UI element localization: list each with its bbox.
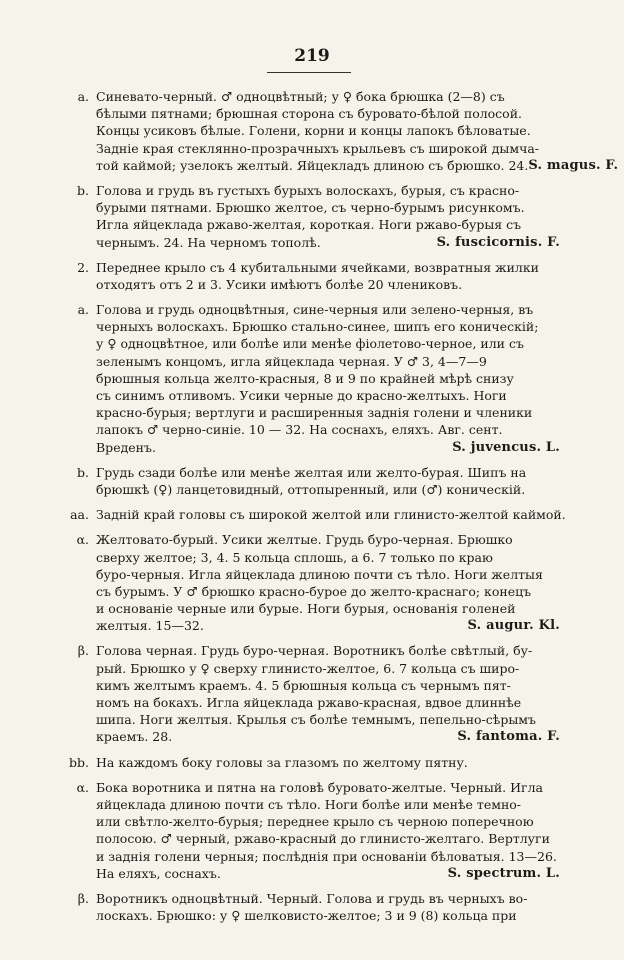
entry-text <box>96 506 566 523</box>
text-line: Синевато-черный. ♂ одноцвѣтный; у ♀ бока брюшка (2—8) съ <box>96 89 505 104</box>
text-line: рый. Брюшко у ♀ сверху глинисто-желтое, 6. 7 кольца съ широ- <box>96 660 520 676</box>
header-rule <box>267 72 351 73</box>
entry-marker: α. <box>76 532 89 548</box>
text-line: красно-бурыя; вертлуги и расширенныя заднiя голени и членики <box>96 405 533 421</box>
text-line: или свѣтло-желто-бурыя; переднее крыло съ черною поперечною <box>96 814 534 830</box>
text-line-content: Вреденъ. <box>96 439 156 455</box>
entry-text <box>96 779 560 882</box>
text-line: полосою. ♂ черный, ржаво-красный до глинисто-желтаго. Вертлуги <box>96 831 550 847</box>
entry-text <box>96 531 560 634</box>
text-line: съ бурымъ. У ♂ брюшко красно-бурое до желто-краснаго; конецъ <box>96 583 532 599</box>
text-line: отходятъ отъ 2 и 3. Усики имѣютъ болѣе 20 члениковъ. <box>96 276 463 292</box>
key-entry <box>0 464 624 498</box>
entry-text <box>96 259 560 293</box>
entry-text <box>96 464 560 498</box>
entry-text <box>96 182 560 251</box>
species-name: S. fuscicornis. F. <box>436 234 560 250</box>
text-line <box>96 865 560 882</box>
text-line: Концы усиковъ бѣлые. Голени, корни и концы лапокъ бѣловатые. <box>96 123 531 139</box>
text-line-content: той каймой; узелокъ желтый. Яйцекладъ длиною съ брюшко. 24. <box>96 157 529 173</box>
key-entry <box>0 779 624 882</box>
entry-marker: a. <box>77 89 89 104</box>
text-line: яйцеклада длиною почти съ тѣло. Ноги болѣе или менѣе темно- <box>96 796 522 812</box>
text-line: сверху желтое; 3, 4. 5 кольца сплошь, а 6. 7 только по краю <box>96 549 493 565</box>
entry-text <box>96 890 560 924</box>
entry-text <box>96 88 619 174</box>
text-line-content: краемъ. 28. <box>96 729 173 745</box>
key-entry <box>0 890 624 924</box>
species-name: S. fantoma. F. <box>457 729 560 745</box>
text-line <box>96 728 560 745</box>
page-number: 219 <box>294 46 330 66</box>
text-line: Игла яйцеклада ржаво-желтая, короткая. Ноги ржаво-бурыя съ <box>96 217 522 233</box>
text-line <box>96 234 560 251</box>
text-line: Голова и грудь одноцвѣтныя, сине-черныя или зелено-черныя, въ <box>96 302 534 318</box>
text-line: Заднiй край головы съ широкой желтой или глинисто-желтой каймой. <box>96 507 566 523</box>
key-entry <box>0 259 624 293</box>
text-line: Переднее крыло съ 4 кубитальными ячейками, возвратныя жилки <box>96 259 539 275</box>
text-line: и основанiе черные или бурые. Ноги бурыя, основанiя голеней <box>96 601 516 617</box>
text-line: и заднiя голени черныя; послѣднiя при основанiи бѣловатыя. 13—26. <box>96 848 557 864</box>
text-line: Бока воротника и пятна на головѣ буровато-желтые. Черный. Игла <box>96 779 543 795</box>
text-line: Воротникъ одноцвѣтный. Черный. Голова и грудь въ черныхъ во- <box>96 890 528 906</box>
text-line <box>96 617 560 634</box>
text-line-content: чернымъ. 24. На черномъ тополѣ. <box>96 234 321 250</box>
entry-marker: a. <box>77 302 89 318</box>
key-entry <box>0 182 624 251</box>
text-line: брюшныя кольца желто-красныя, 8 и 9 по крайней мѣрѣ снизу <box>96 370 514 386</box>
species-name: S. juvencus. L. <box>452 439 560 455</box>
text-line: Желтовато-бурый. Усики желтые. Грудь буро-черная. Брюшко <box>96 532 513 548</box>
text-line: лапокъ ♂ черно-синiе. 10 — 32. На соснахъ, еляхъ. Авг. сент. <box>96 422 503 438</box>
text-line-content: желтыя. 15—32. <box>96 618 204 634</box>
entry-marker: b. <box>77 182 89 198</box>
entry-marker: α. <box>76 779 89 795</box>
key-entry <box>0 506 624 523</box>
entry-marker: b. <box>77 464 89 480</box>
text-line <box>96 439 560 456</box>
entry-text <box>96 754 560 771</box>
entry-text <box>96 642 560 745</box>
text-line: съ синимъ отливомъ. Усики черные до красно-желтыхъ. Ноги <box>96 388 507 403</box>
key-entry <box>0 754 624 771</box>
key-entries <box>0 88 624 924</box>
key-entry <box>0 301 624 456</box>
key-entry <box>0 531 624 634</box>
text-line: кимъ желтымъ краемъ. 4. 5 брюшныя кольца съ чернымъ пят- <box>96 677 511 693</box>
text-line: у ♀ одноцвѣтное, или болѣе или менѣе фiолетово-черное, или съ <box>96 336 524 352</box>
key-entry <box>0 88 624 174</box>
text-line: Заднiе края стеклянно-прозрачныхъ крыльевъ съ широкой дымча- <box>96 140 540 156</box>
text-line: бурыми пятнами. Брюшко желтое, съ черно-бурымъ рисункомъ. <box>96 200 525 216</box>
entry-text <box>96 301 560 456</box>
entry-marker: β. <box>77 643 89 659</box>
entry-marker: aa. <box>70 507 89 523</box>
entry-marker: bb. <box>69 754 89 770</box>
text-line: На каждомъ боку головы за глазомъ по желтому пятну. <box>96 754 468 770</box>
text-line: Голова черная. Грудь буро-черная. Воротникъ болѣе свѣтлый, бу- <box>96 643 533 659</box>
text-line: брюшкѣ (♀) ланцетовидный, оттопыренный, или (♂) коническiй. <box>96 481 526 497</box>
text-line: Голова и грудь въ густыхъ бурыхъ волоскахъ, бурыя, съ красно- <box>96 182 520 198</box>
text-line: Грудь сзади болѣе или менѣе желтая или желто-бурая. Шипъ на <box>96 464 527 480</box>
key-entry <box>0 642 624 745</box>
entry-marker: 2. <box>77 259 89 275</box>
text-line: бѣлыми пятнами; брюшная сторона съ буровато-бѣлой полосой. <box>96 106 523 122</box>
text-line: черныхъ волоскахъ. Брюшко стально-синее, шипъ его коническiй; <box>96 319 539 335</box>
text-line: лоскахъ. Брюшко: у ♀ шелковисто-желтое; 3 и 9 (8) кольца при <box>96 908 517 924</box>
text-line: зеленымъ концомъ, игла яйцеклада черная. У ♂ 3, 4—7—9 <box>96 353 487 369</box>
species-name: S. augur. Kl. <box>467 618 560 634</box>
species-name: S. spectrum. L. <box>447 865 560 881</box>
text-line: буро-черныя. Игла яйцеклада длиною почти съ тѣло. Ноги желтыя <box>96 566 543 582</box>
species-name: S. magus. F. <box>528 157 619 173</box>
text-line <box>96 157 619 174</box>
text-line: номъ на бокахъ. Игла яйцеклада ржаво-красная, вдвое длиннѣе <box>96 695 522 710</box>
text-line-content: На еляхъ, соснахъ. <box>96 865 221 881</box>
entry-marker: β. <box>77 890 89 906</box>
text-line: шипа. Ноги желтыя. Крылья съ болѣе темнымъ, пепельно-сѣрымъ <box>96 712 536 728</box>
